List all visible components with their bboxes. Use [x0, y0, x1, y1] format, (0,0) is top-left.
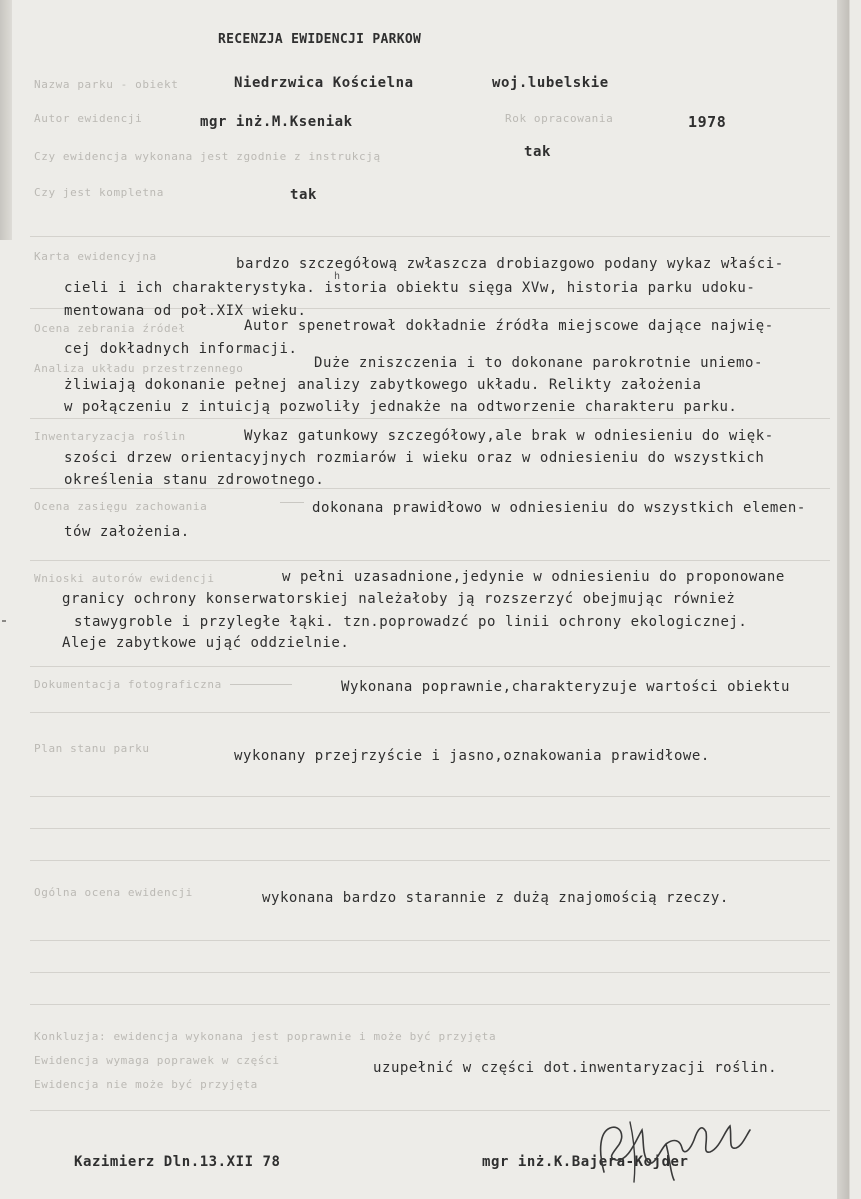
ruled-line: [30, 940, 830, 941]
review-text-line: szości drzew orientacyjnych rozmiarów i wieku oraz w odniesieniu do wszystkich: [64, 450, 765, 466]
ruled-line: [30, 236, 830, 237]
review-text-line: mentowana od poł.XIX wieku.: [64, 303, 307, 319]
review-text-line: stawygroble i przyległe łąki. tzn.poprowadzć po linii ochrony ekologicznej.: [74, 614, 748, 630]
review-text-line: Aleje zabytkowe ująć oddzielnie.: [62, 635, 350, 651]
review-text-line: granicy ochrony konserwatorskiej należałoby ją rozszerzyć obejmując również: [62, 591, 736, 607]
review-text-line: Duże zniszczenia i to dokonane parokrotnie uniemo-: [314, 355, 763, 371]
review-text-line: Wykonana poprawnie,charakteryzuje wartości obiektu: [341, 679, 790, 695]
margin-mark: [2, 620, 6, 622]
form-label: Ocena zebrania źródeł: [34, 322, 186, 335]
document-title: RECENZJA EWIDENCJI PARKOW: [218, 32, 422, 47]
review-text-line: w połączeniu z intuicją pozwoliły jednakże na odtworzenie charakteru parku.: [64, 399, 738, 415]
ruled-line: [280, 502, 304, 503]
review-text-line: dokonana prawidłowo w odniesieniu do wszystkich elemen-: [312, 500, 806, 516]
ruled-line: [30, 418, 830, 419]
review-text-line: określenia stanu zdrowotnego.: [64, 472, 325, 488]
ruled-line: [30, 972, 830, 973]
review-text-line: Wykaz gatunkowy szczegółowy,ale brak w odniesieniu do więk-: [244, 428, 774, 444]
place-and-date: Kazimierz Dln.13.XII 78: [74, 1154, 281, 1170]
form-label: Nazwa parku - obiekt: [34, 78, 179, 91]
handwritten-signature: [570, 1110, 760, 1190]
review-text-line: bardzo szczegółową zwłaszcza drobiazgowo podany wykaz właści-: [236, 256, 784, 272]
ruled-line: [30, 1004, 830, 1005]
reviewer-name: mgr inż.K.Bajera-Kojder: [482, 1154, 689, 1170]
form-label: Konkluzja: ewidencja wykonana jest poprawnie i może być przyjęta: [34, 1030, 497, 1043]
review-text-line: tów założenia.: [64, 524, 190, 540]
review-text-line: wykonana bardzo starannie z dużą znajomością rzeczy.: [262, 890, 729, 906]
page-edge-shadow-right: [837, 0, 849, 1199]
form-label: Czy jest kompletna: [34, 186, 165, 199]
form-label: Dokumentacja fotograficzna: [34, 678, 222, 691]
ruled-line: [30, 828, 830, 829]
review-text-line: cej dokładnych informacji.: [64, 341, 298, 357]
form-label: Autor ewidencji: [34, 112, 143, 125]
form-label: Karta ewidencyjna: [34, 250, 157, 263]
form-label: Ewidencja nie może być przyjęta: [34, 1078, 258, 1091]
review-text-line: w pełni uzasadnione,jedynie w odniesieniu do proponowane: [282, 569, 785, 585]
answer-complete: tak: [290, 187, 317, 203]
review-text-line: uzupełnić w części dot.inwentaryzacji roślin.: [373, 1060, 778, 1076]
ruled-line: [30, 488, 830, 489]
form-label: Czy ewidencja wykonana jest zgodnie z instrukcją: [34, 150, 381, 163]
park-location: Niedrzwica Kościelna: [234, 75, 414, 91]
form-label: Ogólna ocena ewidencji: [34, 886, 193, 899]
ruled-line: [30, 796, 830, 797]
ruled-line: [30, 712, 830, 713]
review-text-line: Autor spenetrował dokładnie źródła miejscowe dające najwię-: [244, 318, 774, 334]
form-label: Rok opracowania: [505, 112, 614, 125]
form-label: Ewidencja wymaga poprawek w części: [34, 1054, 280, 1067]
review-text-line: żliwiają dokonanie pełnej analizy zabytkowego układu. Relikty założenia: [64, 377, 702, 393]
evidence-year: 1978: [688, 113, 727, 131]
ruled-line: [30, 560, 830, 561]
review-text-line: cieli i ich charakterystyka. istoria obiektu sięga XVw, historia parku udoku-: [64, 280, 756, 296]
form-label: Plan stanu parku: [34, 742, 150, 755]
form-label: Analiza układu przestrzennego: [34, 362, 244, 375]
page-edge-shadow: [0, 0, 12, 240]
form-label: Wnioski autorów ewidencji: [34, 572, 215, 585]
voivodeship: woj.lubelskie: [492, 75, 609, 91]
ruled-line: [30, 860, 830, 861]
form-label: Ocena zasięgu zachowania: [34, 500, 208, 513]
handwritten-insert: h: [334, 271, 341, 282]
evidence-author: mgr inż.M.Kseniak: [200, 114, 353, 130]
ruled-line: [230, 684, 292, 685]
review-text-line: wykonany przejrzyście i jasno,oznakowania prawidłowe.: [234, 748, 710, 764]
answer-compliance: tak: [524, 144, 551, 160]
ruled-line: [30, 666, 830, 667]
form-label: Inwentaryzacja roślin: [34, 430, 186, 443]
